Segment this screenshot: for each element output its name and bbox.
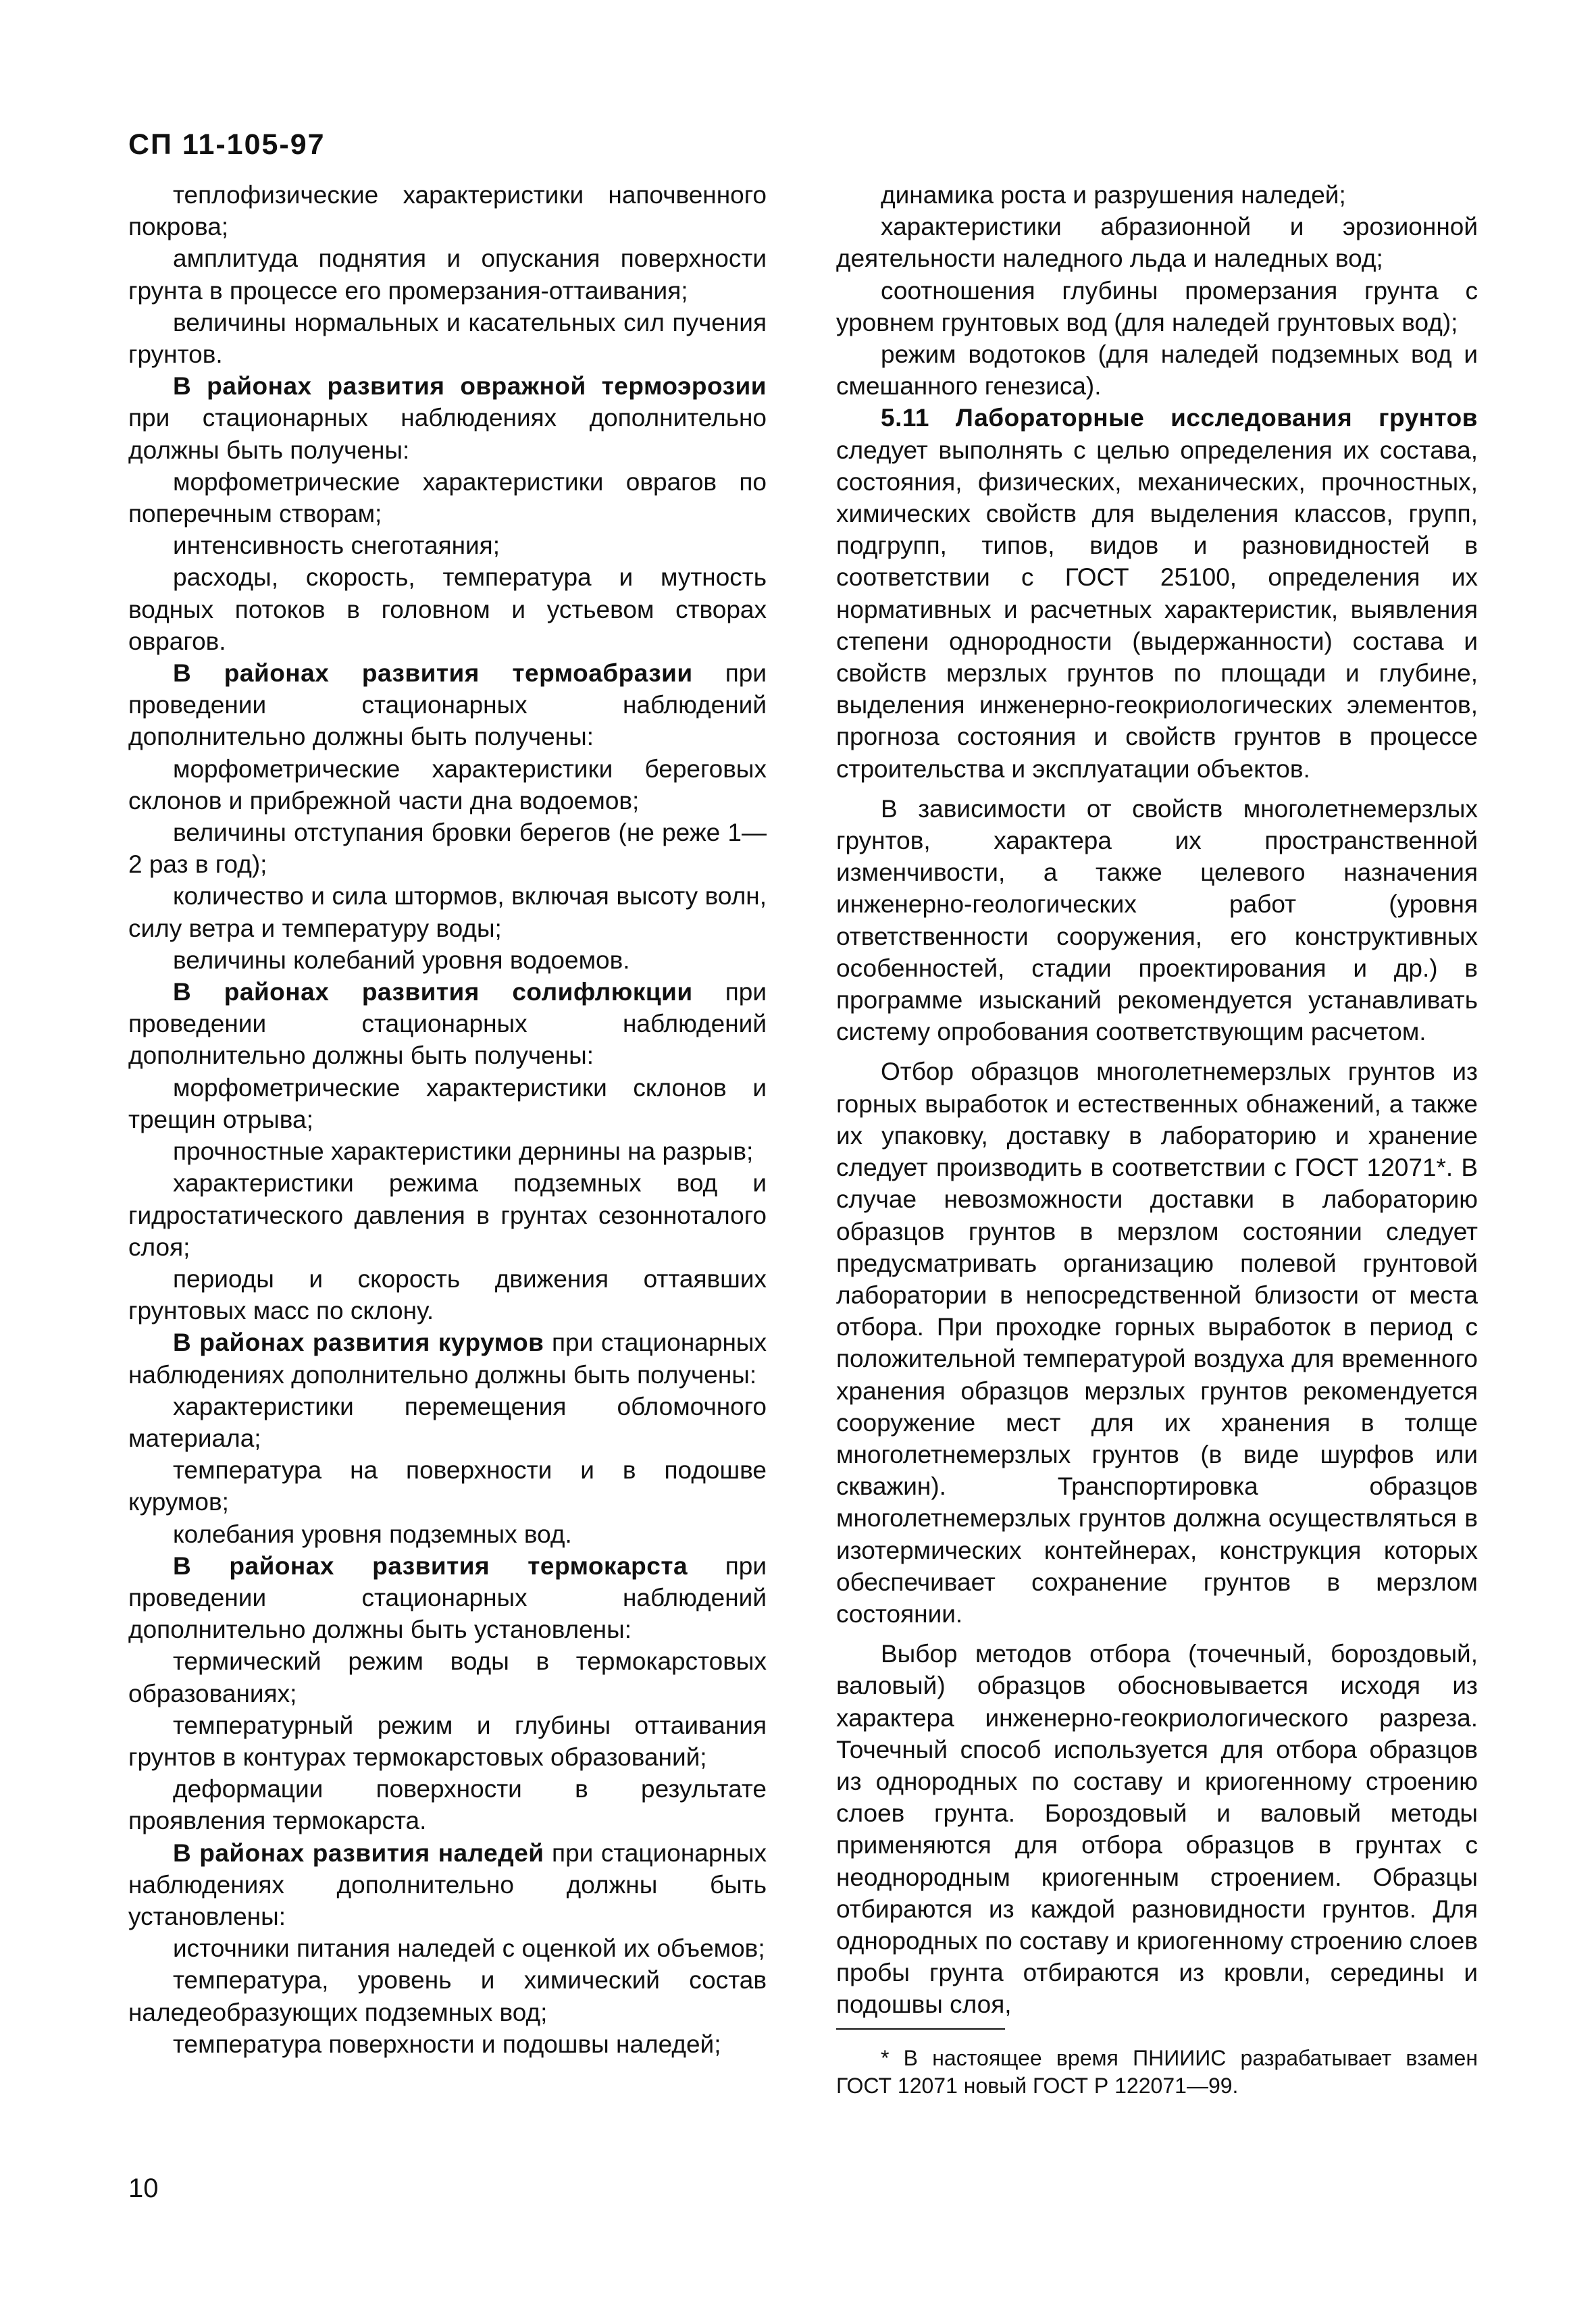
paragraph-text: температура поверхности и подошвы наледей; [173,2030,721,2058]
paragraph [128,1550,767,1646]
paragraph [128,179,767,242]
paragraph-text: морфометрические характеристики береговых склонов и прибрежной части дна водоемов; [128,754,767,815]
paragraph-text: морфометрические характеристики оврагов по поперечным створам; [128,467,767,528]
paragraph-text: при проведении стационарных наблюдений дополнительно должны быть установлены: [128,1551,767,1644]
paragraph [128,2028,767,2060]
paragraph-text: В зависимости от свойств многолетнемерзлых грунтов, характера их пространственной изменчивости, а также целевого назначения инженерно-геологических работ (уровня ответственности сооружения, его конструктивных особенностей, стадии проектирования и др.) в программе изысканий рекомендуется устанавливать систему опробования соответствующим расчетом. [836,794,1478,1046]
paragraph-text: при стационарных наблюдениях дополнительно должны быть получены: [128,404,767,464]
paragraph-text: характеристики абразионной и эрозионной деятельности наледного льда и наледных вод; [836,213,1478,273]
paragraph-text: характеристики режима подземных вод и гидростатического давления в грунтах сезонноталого слоя; [128,1169,767,1261]
paragraph-text: температура, уровень и химический состав наледеобразующих подземных вод; [128,1966,767,2026]
paragraph [128,753,767,817]
paragraph [128,1327,767,1390]
paragraph [128,657,767,753]
paragraph [836,338,1478,402]
paragraph [128,561,767,657]
paragraph [128,1964,767,2028]
paragraph [128,466,767,530]
paragraph [128,1135,767,1167]
paragraph-text: деформации поверхности в результате проявления термокарста. [128,1775,767,1835]
paragraph-text: количество и сила штормов, включая высоту волн, силу ветра и температуру воды; [128,882,767,942]
paragraph [128,307,767,370]
paragraph [128,944,767,976]
paragraph [128,1932,767,1964]
paragraph [836,1638,1478,2020]
paragraph [128,1072,767,1135]
section-heading-lead: В районах развития термоабразии [173,659,693,688]
paragraph-text: следует выполнять с целью определения их состава, состояния, физических, механических, прочностных, химических свойств для выделения классов, групп, подгрупп, типов, видов и разновидностей в соответствии с ГОСТ 25100, определения их нормативных и расчетных характеристик, выявления степени однородности (выдержанности) состава и свойств мерзлых грунтов по площади и глубине, выделения инженерно-геокриологических элементов, прогноза состояния и свойств грунтов в процессе строительства и эксплуатации объектов. [836,436,1478,783]
section-heading-lead: 5.11 Лабораторные исследования грунтов [881,404,1478,432]
paragraph-text: амплитуда поднятия и опускания поверхности грунта в процессе его промерзания-оттаивания; [128,245,767,305]
paragraph [128,1167,767,1263]
section-heading-lead: В районах развития термокарста [173,1551,688,1580]
paragraph [836,793,1478,1048]
paragraph-text: динамика роста и разрушения наледей; [881,181,1346,209]
paragraph [128,242,767,306]
paragraph-gap [836,1048,1478,1056]
section-heading-lead: В районах развития наледей [173,1839,544,1867]
paragraph-text: колебания уровня подземных вод. [173,1520,572,1548]
paragraph-gap [836,1630,1478,1638]
paragraph-text: Выбор методов отбора (точечный, бороздовый, валовый) образцов обосновывается исходя из характера инженерно-геокриологического разреза. Точечный способ используется для отбора образцов из однородных по составу и криогенному строению слоев грунта. Бороздовый и валовый методы применяются для отбора образцов в грунтах с неоднородным криогенным строением. Образцы отбираются из каждой разновидности грунтов. Для однородных по составу и криогенному строению слоев пробы грунта отбираются из кровли, середины и подошвы слоя, [836,1640,1478,2019]
paragraph [128,1645,767,1709]
paragraph-text: прочностные характеристики дернины на разрыв; [173,1137,754,1166]
paragraph [128,370,767,466]
footnote-separator [836,2028,1005,2030]
paragraph-text: теплофизические характеристики напочвенного покрова; [128,181,767,241]
paragraph-text: величины отступания бровки берегов (не реже 1—2 раз в год); [128,819,767,879]
document-code-header: СП 11-105-97 [128,128,326,161]
paragraph-text: морфометрические характеристики склонов и трещин отрыва; [128,1073,767,1133]
page-number: 10 [128,2174,159,2203]
paragraph-text: источники питания наледей с оценкой их объемов; [173,1934,765,1963]
paragraph-text: при стационарных наблюдениях дополнительно должны быть установлены: [128,1839,767,1930]
paragraph-text: термический режим воды в термокарстовых образованиях; [128,1647,767,1707]
right-column [836,179,1478,2021]
paragraph [128,880,767,944]
paragraph [128,1263,767,1327]
paragraph-text: при стационарных наблюдениях дополнительно должны быть получены: [128,1329,767,1389]
paragraph [128,1518,767,1550]
paragraph-text: характеристики перемещения обломочного материала; [128,1392,767,1452]
paragraph-text: периоды и скорость движения оттаявших грунтовых масс по склону. [128,1264,767,1325]
paragraph [128,817,767,880]
paragraph-text: интенсивность снеготаяния; [173,532,500,560]
paragraph [836,211,1478,274]
paragraph-text: соотношения глубины промерзания грунта с уровнем грунтовых вод (для наледей грунтовых вод); [836,276,1478,336]
paragraph-text: режим водотоков (для наледей подземных вод и смешанного генезиса). [836,340,1478,401]
paragraph [836,1056,1478,1630]
paragraph [128,1709,767,1773]
paragraph [128,976,767,1072]
paragraph-text: величины нормальных и касательных сил пучения грунтов. [128,308,767,369]
paragraph-text: температурный режим и глубины оттаивания грунтов в контурах термокарстовых образований; [128,1711,767,1771]
paragraph [836,179,1478,211]
paragraph [128,1773,767,1836]
paragraph-text: при проведении стационарных наблюдений дополнительно должны быть получены: [128,659,767,751]
paragraph [836,275,1478,338]
paragraph-text: при проведении стационарных наблюдений дополнительно должны быть получены: [128,978,767,1070]
section-heading-lead: В районах развития овражной термоэрозии [173,372,767,401]
section-heading-lead: В районах развития солифлюкции [173,978,693,1006]
paragraph [836,402,1478,784]
left-column [128,179,767,2060]
paragraph [128,1391,767,1454]
paragraph-text: температура на поверхности и в подошве курумов; [128,1456,767,1516]
paragraph-text: величины колебаний уровня водоемов. [173,946,630,974]
section-heading-lead: В районах развития курумов [173,1329,544,1357]
paragraph [128,530,767,561]
footnote: * В настоящее время ПНИИИС разрабатывает взамен ГОСТ 12071 новый ГОСТ Р 122071—99. [836,2046,1478,2098]
paragraph-text: расходы, скорость, температура и мутность водных потоков в головном и устьевом створах оврагов. [128,563,767,655]
paragraph [128,1454,767,1518]
paragraph-gap [836,785,1478,793]
paragraph-text: Отбор образцов многолетнемерзлых грунтов из горных выработок и естественных обнажений, а также их упаковку, доставку в лабораторию и хранение следует производить в соответствии с ГОСТ 12071*. В случае невозможности доставки в лабораторию образцов грунтов в мерзлом состоянии следует предусматривать организацию полевой грунтовой лаборатории в непосредственной близости от места отбора. При проходке горных выработок в период с положительной температурой воздуха для временного хранения образцов мерзлых грунтов рекомендуется сооружение мест для их хранения в толще многолетнемерзлых грунтов (в виде шурфов или скважин). Транспортировка образцов многолетнемерзлых грунтов должна осуществляться в изотермических контейнерах, конструкция которых обеспечивает сохранение грунтов в мерзлом состоянии. [836,1058,1478,1628]
paragraph [128,1837,767,1933]
